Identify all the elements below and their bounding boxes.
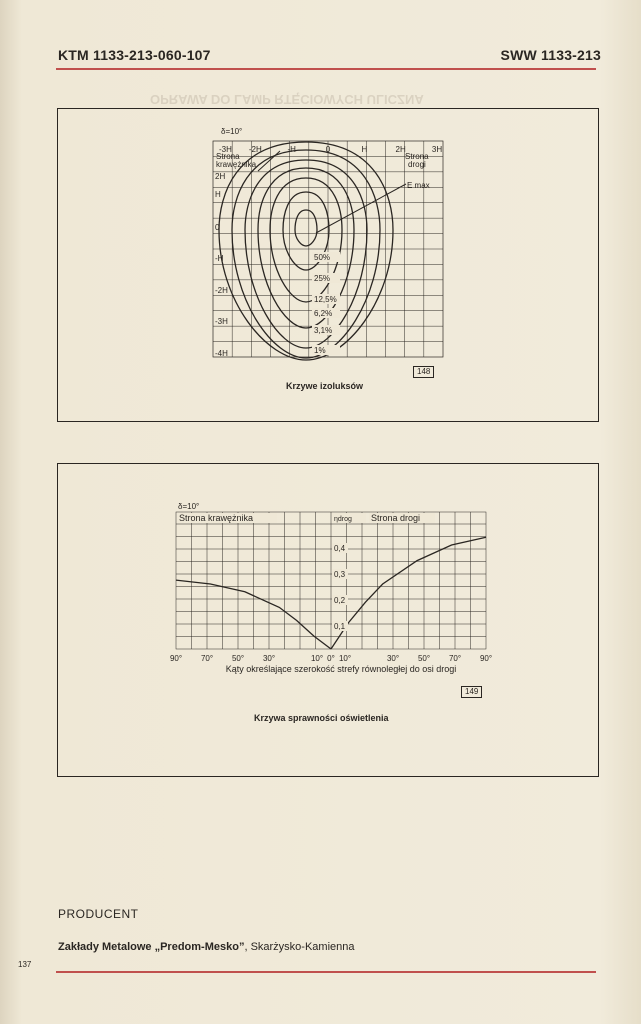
isolux-left-label-1: Strona: [216, 152, 240, 161]
efficiency-y-tick: 0,1: [334, 622, 346, 631]
isolux-emax-label: E max: [407, 181, 430, 190]
header-left-code: KTM 1133-213-060-107: [58, 47, 211, 63]
isolux-level-label: 12,5%: [314, 295, 337, 304]
efficiency-x-tick: 50°: [231, 654, 245, 663]
isolux-left-label-2: krawężnika: [216, 160, 257, 169]
header-right-code: SWW 1133-213: [500, 47, 601, 63]
page-number: 137: [18, 960, 32, 969]
efficiency-y-tick: 0,2: [334, 596, 346, 605]
isolux-curve: [270, 178, 342, 302]
isolux-right-label-2: drogi: [408, 160, 426, 169]
efficiency-x-tick: 90°: [169, 654, 183, 663]
efficiency-figure-panel: [57, 463, 599, 777]
efficiency-x-tick: 30°: [386, 654, 400, 663]
efficiency-delta-label: δ=10°: [178, 502, 200, 511]
efficiency-right-label: Strona drogi: [371, 513, 421, 523]
efficiency-eta-label: ηdrog: [334, 516, 352, 523]
isolux-level-label: 6,2%: [314, 309, 333, 318]
figure2-caption: Krzywa sprawności oświetlenia: [254, 713, 389, 723]
isolux-left-pointer: [258, 151, 280, 171]
manufacturer-line: [58, 941, 355, 953]
isolux-y-tick: -4H: [215, 349, 228, 358]
efficiency-x-tick: 10°: [310, 654, 324, 663]
isolux-level-label: 25%: [314, 274, 331, 283]
isolux-level-label: 50%: [314, 253, 331, 262]
isolux-curve: [219, 142, 393, 360]
isolux-x-tick: 0: [325, 145, 331, 154]
isolux-x-tick: H: [361, 145, 368, 154]
efficiency-chart: [58, 464, 598, 776]
figure1-number: 148: [413, 366, 434, 378]
isolux-x-tick: 3H: [431, 145, 443, 154]
isolux-y-tick: H: [215, 190, 221, 199]
efficiency-x-tick: 10°: [338, 654, 352, 663]
efficiency-x-tick: 90°: [479, 654, 493, 663]
isolux-curve: [232, 150, 380, 358]
isolux-right-label-1: Strona: [405, 152, 429, 161]
isolux-y-tick: 0: [215, 223, 220, 232]
efficiency-x-tick: 70°: [200, 654, 214, 663]
isolux-figure-panel: [57, 108, 599, 422]
isolux-x-tick: 2H: [395, 145, 406, 154]
isolux-x-tick: -H: [287, 145, 296, 154]
isolux-curve: [245, 160, 367, 348]
manufacturer-name: Zakłady Metalowe „Predom-Mesko”: [58, 941, 245, 953]
figure2-number: 149: [461, 686, 482, 698]
producer-label: PRODUCENT: [58, 907, 139, 921]
bleed-through-text: OPRAWA DO LAMP RTĘCIOWYCH ULICZNA: [150, 92, 424, 107]
efficiency-y-tick: 0,3: [334, 570, 346, 579]
isolux-y-tick: -H: [215, 254, 224, 263]
isolux-x-tick: -3H: [219, 145, 232, 154]
efficiency-left-label: Strona krawężnika: [179, 513, 254, 523]
isolux-y-tick: -2H: [215, 286, 228, 295]
isolux-delta-label: δ=10°: [221, 127, 243, 136]
isolux-x-tick: -2H: [248, 145, 262, 154]
efficiency-x-tick: 0°: [327, 654, 335, 663]
efficiency-axis-label: Kąty określające szerokość strefy równoległej do osi drogi: [225, 664, 457, 674]
efficiency-x-tick: 30°: [262, 654, 276, 663]
efficiency-x-tick: 70°: [448, 654, 462, 663]
efficiency-y-tick: 0,4: [334, 544, 346, 553]
header-rule: [56, 68, 596, 70]
isolux-level-label: 3,1%: [314, 326, 333, 335]
isolux-level-label: 1%: [314, 346, 326, 355]
footer-rule: [56, 971, 596, 973]
isolux-curve: [295, 210, 317, 246]
figure1-caption: Krzywe izoluksów: [286, 381, 364, 391]
isolux-y-tick: -3H: [215, 317, 228, 326]
efficiency-x-tick: 50°: [417, 654, 431, 663]
manufacturer-city: , Skarżysko-Kamienna: [244, 941, 355, 953]
isolux-diagram: [58, 109, 598, 421]
isolux-y-tick: 2H: [215, 172, 226, 181]
